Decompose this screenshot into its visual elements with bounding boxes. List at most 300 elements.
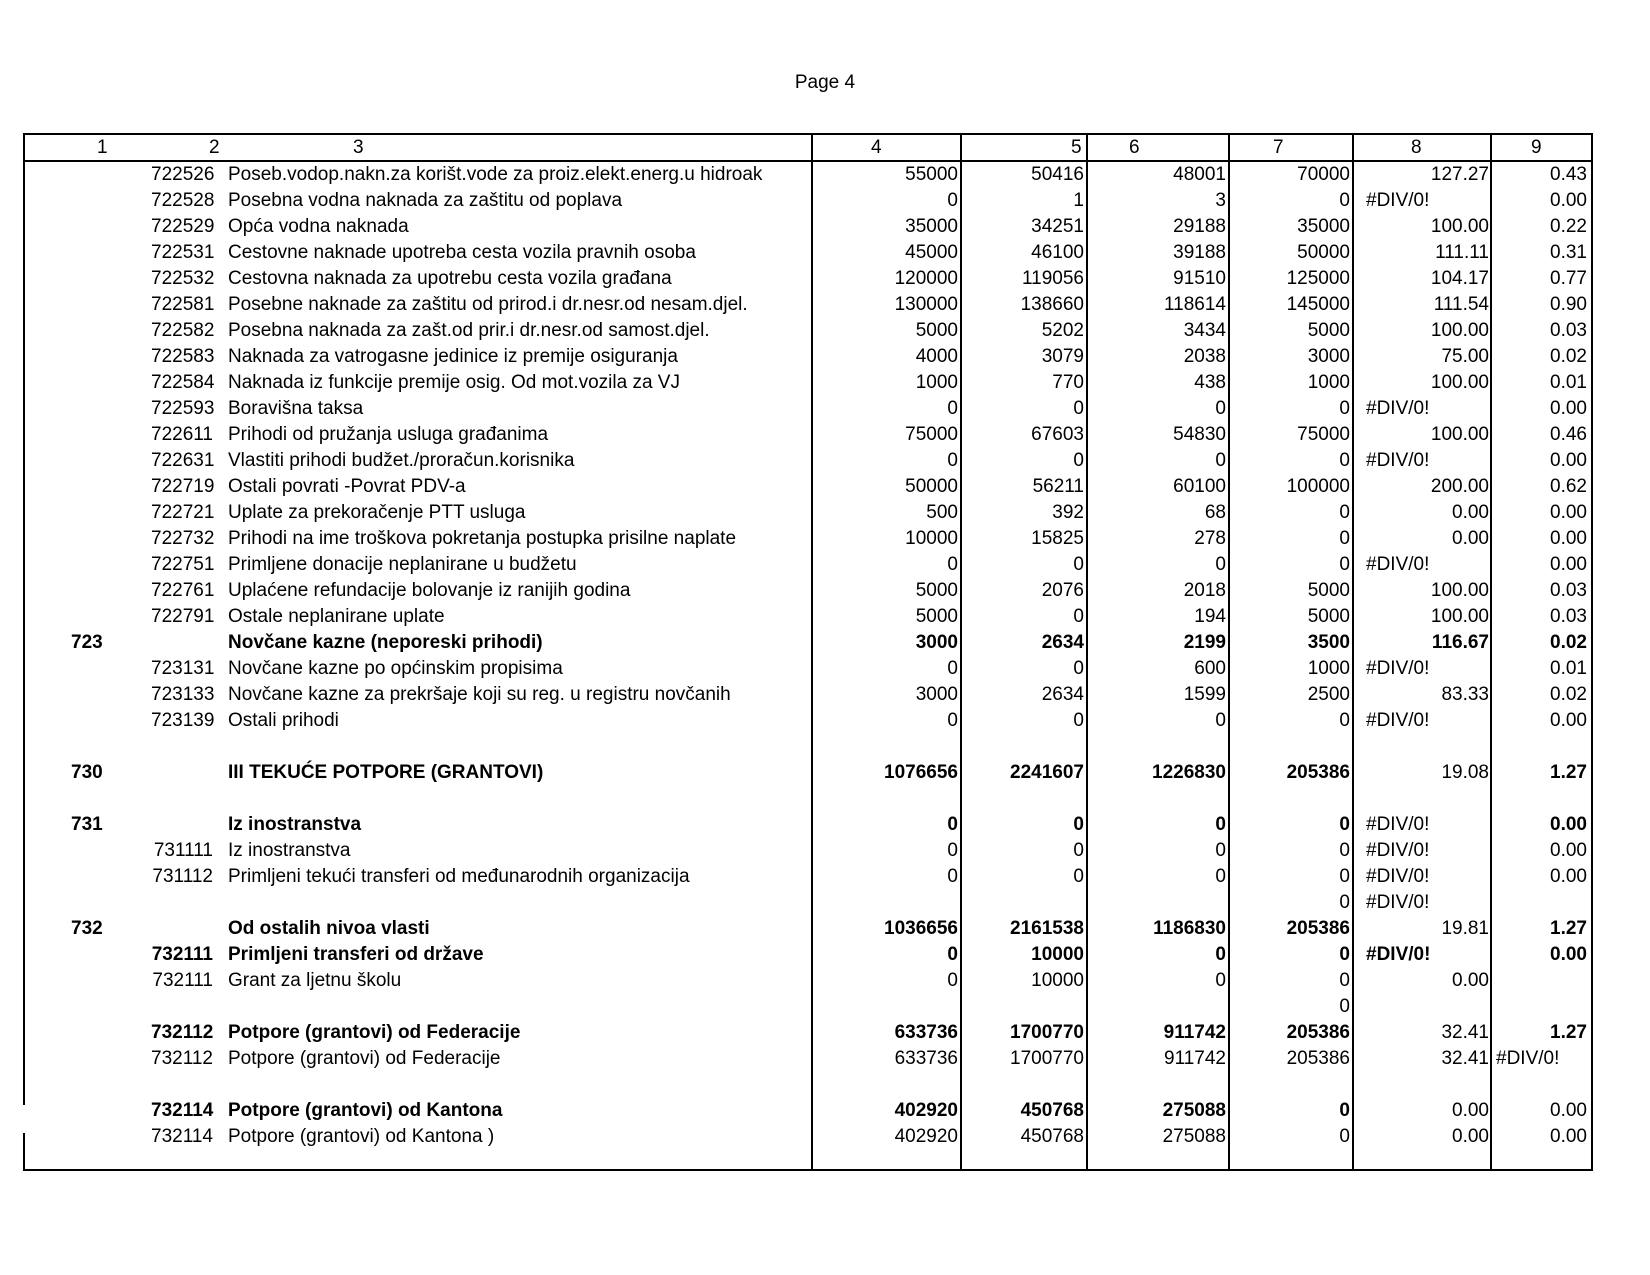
value-col-4: 10000 — [905, 528, 958, 549]
share-col-9: 0.03 — [1550, 320, 1587, 341]
account-code: 722582 — [151, 320, 215, 341]
value-col-5: 46100 — [1031, 242, 1084, 263]
value-col-5: 10000 — [1031, 970, 1084, 991]
account-description: Ostale neplanirane uplate — [228, 606, 445, 627]
index-col-8: 32.41 — [1441, 1022, 1489, 1043]
index-col-8: 111.54 — [1433, 294, 1489, 315]
table-row — [23, 890, 1591, 916]
value-col-5: 0 — [1073, 554, 1084, 575]
table-row — [23, 318, 1591, 344]
account-description: Primljene donacije neplanirane u budžetu — [228, 554, 577, 575]
table-row — [23, 968, 1591, 994]
value-col-4: 3000 — [915, 632, 958, 653]
value-col-6: 0 — [1215, 970, 1226, 991]
table-row — [23, 396, 1591, 422]
table-row — [23, 214, 1591, 240]
table-row — [23, 578, 1591, 604]
value-col-6: 600 — [1194, 658, 1226, 679]
value-col-6: 1186830 — [1153, 918, 1226, 939]
index-col-8: 0.00 — [1452, 970, 1489, 991]
value-col-5: 56211 — [1032, 476, 1084, 497]
account-code: 722532 — [151, 268, 215, 289]
value-col-6: 0 — [1215, 866, 1226, 887]
value-col-6: 0 — [1215, 554, 1226, 575]
account-code: 722531 — [151, 242, 215, 263]
table-row — [23, 1124, 1591, 1150]
account-description: Potpore (grantovi) od Kantona ) — [228, 1126, 495, 1147]
account-code: 722529 — [151, 216, 215, 237]
table-row — [23, 448, 1591, 474]
table-row — [23, 994, 1591, 1020]
account-description: Ostali prihodi — [228, 710, 339, 731]
value-col-4: 5000 — [915, 580, 958, 601]
table-row — [23, 1020, 1591, 1046]
index-col-8: #DIV/0! — [1366, 710, 1430, 731]
value-col-6: 911742 — [1164, 1048, 1226, 1069]
value-col-4: 0 — [947, 970, 958, 991]
value-col-7: 0 — [1339, 450, 1350, 471]
value-col-7: 205386 — [1286, 1022, 1350, 1043]
account-description: Uplaćene refundacije bolovanje iz ranijih godina — [228, 580, 631, 601]
header-col-9: 9 — [1531, 137, 1542, 158]
budget-table — [23, 133, 1593, 1171]
table-row — [23, 370, 1591, 396]
account-code: 722611 — [151, 424, 213, 445]
value-col-7: 0 — [1339, 710, 1350, 731]
share-col-9: 0.01 — [1550, 372, 1587, 393]
value-col-6: 0 — [1215, 944, 1226, 965]
value-col-7: 0 — [1339, 1100, 1350, 1121]
value-col-4: 0 — [947, 658, 958, 679]
account-description: Naknada iz funkcije premije osig. Od mot.vozila za VJ — [228, 372, 680, 393]
share-col-9: 1.27 — [1550, 762, 1587, 783]
table-row — [23, 422, 1591, 448]
value-col-4: 1000 — [915, 372, 958, 393]
account-code: 731112 — [152, 866, 213, 887]
table-row — [23, 552, 1591, 578]
header-col-3: 3 — [353, 137, 364, 158]
value-col-5: 0 — [1073, 710, 1084, 731]
table-row — [23, 1046, 1591, 1072]
share-col-9: 0.31 — [1550, 242, 1587, 263]
index-col-8: #DIV/0! — [1366, 892, 1430, 913]
index-col-8: 127.27 — [1430, 164, 1489, 185]
value-col-7: 205386 — [1286, 762, 1350, 783]
share-col-9: 0.00 — [1550, 528, 1587, 549]
table-row — [23, 656, 1591, 682]
table-row — [23, 838, 1591, 864]
value-col-7: 3500 — [1307, 632, 1350, 653]
account-code: 722732 — [151, 528, 215, 549]
value-col-5: 450768 — [1020, 1100, 1084, 1121]
value-col-6: 275088 — [1162, 1100, 1226, 1121]
share-col-9: 0.00 — [1550, 840, 1587, 861]
account-description: Posebna vodna naknada za zaštitu od poplava — [228, 190, 623, 211]
account-code: 722751 — [151, 554, 215, 575]
value-col-5: 0 — [1073, 814, 1084, 835]
share-col-9: 0.00 — [1550, 554, 1587, 575]
account-description: Novčane kazne (neporeski prihodi) — [228, 632, 543, 653]
table-row — [23, 344, 1591, 370]
value-col-5: 1700770 — [1010, 1048, 1084, 1069]
index-col-8: 0.00 — [1452, 528, 1489, 549]
index-col-8: 19.08 — [1441, 762, 1489, 783]
value-col-4: 0 — [947, 840, 958, 861]
value-col-6: 118614 — [1164, 294, 1226, 315]
value-col-6: 194 — [1194, 606, 1226, 627]
value-col-7: 70000 — [1297, 164, 1350, 185]
header-col-4: 4 — [871, 137, 882, 158]
value-col-6: 278 — [1194, 528, 1226, 549]
value-col-6: 60100 — [1173, 476, 1226, 497]
share-col-9: 0.00 — [1550, 1100, 1587, 1121]
value-col-5: 2241607 — [1010, 762, 1084, 783]
account-description: Potpore (grantovi) od Federacije — [228, 1022, 521, 1043]
account-code: 732114 — [151, 1126, 213, 1147]
value-col-7: 5000 — [1307, 320, 1350, 341]
value-col-6: 0 — [1215, 710, 1226, 731]
value-col-4: 3000 — [915, 684, 958, 705]
value-col-6: 0 — [1215, 450, 1226, 471]
account-description: Poseb.vodop.nakn.za korišt.vode za proiz.elekt.energ.u hidroak — [228, 164, 763, 185]
header-col-8: 8 — [1411, 137, 1422, 158]
value-col-4: 0 — [947, 554, 958, 575]
value-col-7: 205386 — [1286, 918, 1350, 939]
value-col-6: 438 — [1194, 372, 1226, 393]
share-col-9: 0.00 — [1550, 944, 1587, 965]
value-col-4: 0 — [947, 710, 958, 731]
value-col-6: 0 — [1215, 398, 1226, 419]
account-class: 723 — [71, 632, 103, 653]
table-row — [23, 630, 1591, 656]
value-col-5: 1700770 — [1010, 1022, 1084, 1043]
value-col-4: 55000 — [905, 164, 958, 185]
value-col-7: 0 — [1339, 944, 1350, 965]
share-col-9: 1.27 — [1550, 1022, 1587, 1043]
value-col-6: 2199 — [1183, 632, 1226, 653]
table-row — [23, 188, 1591, 214]
account-code: 723131 — [151, 658, 215, 679]
account-description: Iz inostranstva — [228, 840, 351, 861]
share-col-9: 0.90 — [1550, 294, 1587, 315]
account-code: 732112 — [151, 1048, 213, 1069]
table-row — [23, 604, 1591, 630]
index-col-8: 0.00 — [1452, 1100, 1489, 1121]
share-col-9: 0.46 — [1550, 424, 1587, 445]
account-description: Boravišna taksa — [228, 398, 364, 419]
table-row — [23, 942, 1591, 968]
index-col-8: 116.67 — [1431, 632, 1489, 653]
value-col-5: 0 — [1073, 450, 1084, 471]
value-col-4: 402920 — [894, 1126, 958, 1147]
header-col-2: 2 — [209, 137, 220, 158]
value-col-5: 34251 — [1031, 216, 1084, 237]
value-col-5: 5202 — [1041, 320, 1084, 341]
value-col-6: 0 — [1215, 840, 1226, 861]
value-col-7: 0 — [1339, 554, 1350, 575]
account-code: 722719 — [151, 476, 215, 497]
account-description: Vlastiti prihodi budžet./proračun.korisnika — [228, 450, 575, 471]
value-col-6: 29188 — [1173, 216, 1226, 237]
header-col-1: 1 — [97, 137, 108, 158]
value-col-5: 770 — [1052, 372, 1084, 393]
share-col-9: 0.00 — [1550, 398, 1587, 419]
account-code: 722581 — [151, 294, 215, 315]
value-col-6: 2038 — [1183, 346, 1226, 367]
account-description: Cestovne naknade upotreba cesta vozila pravnih osoba — [228, 242, 696, 263]
value-col-7: 0 — [1339, 1126, 1350, 1147]
value-col-7: 0 — [1339, 502, 1350, 523]
value-col-5: 2634 — [1041, 684, 1084, 705]
account-code: 723133 — [151, 684, 215, 705]
index-col-8: 75.00 — [1441, 346, 1489, 367]
share-col-9: 1.27 — [1550, 918, 1587, 939]
value-col-7: 35000 — [1297, 216, 1350, 237]
value-col-7: 5000 — [1307, 580, 1350, 601]
value-col-4: 0 — [947, 866, 958, 887]
index-col-8: #DIV/0! — [1366, 450, 1430, 471]
value-col-7: 1000 — [1307, 658, 1350, 679]
value-col-7: 3000 — [1307, 346, 1350, 367]
account-description: Opća vodna naknada — [228, 216, 409, 237]
table-row — [23, 162, 1591, 188]
value-col-7: 0 — [1339, 866, 1350, 887]
value-col-7: 0 — [1339, 996, 1350, 1017]
value-col-7: 145000 — [1286, 294, 1350, 315]
share-col-9: 0.22 — [1550, 216, 1587, 237]
value-col-4: 5000 — [915, 320, 958, 341]
value-col-5: 0 — [1073, 398, 1084, 419]
share-col-9: 0.00 — [1550, 866, 1587, 887]
value-col-5: 67603 — [1031, 424, 1084, 445]
index-col-8: #DIV/0! — [1366, 944, 1431, 965]
value-col-6: 3434 — [1183, 320, 1226, 341]
value-col-7: 50000 — [1297, 242, 1350, 263]
value-col-7: 0 — [1339, 970, 1350, 991]
index-col-8: #DIV/0! — [1366, 840, 1430, 861]
table-row — [23, 760, 1591, 786]
share-col-9: 0.02 — [1550, 684, 1587, 705]
account-code: 722593 — [151, 398, 215, 419]
value-col-7: 125000 — [1286, 268, 1350, 289]
value-col-4: 45000 — [905, 242, 958, 263]
value-col-7: 0 — [1339, 892, 1350, 913]
index-col-8: 104.17 — [1430, 268, 1489, 289]
value-col-5: 0 — [1073, 866, 1084, 887]
value-col-4: 130000 — [894, 294, 958, 315]
value-col-4: 50000 — [905, 476, 958, 497]
account-description: Primljeni transferi od države — [228, 944, 484, 965]
value-col-4: 5000 — [915, 606, 958, 627]
account-code: 722721 — [151, 502, 215, 523]
value-col-4: 0 — [947, 944, 958, 965]
value-col-7: 0 — [1339, 840, 1350, 861]
account-class: 730 — [71, 762, 103, 783]
value-col-6: 3 — [1215, 190, 1226, 211]
index-col-8: 19.81 — [1441, 918, 1489, 939]
value-col-4: 120000 — [894, 268, 958, 289]
index-col-8: 100.00 — [1430, 372, 1489, 393]
value-col-5: 2161538 — [1010, 918, 1084, 939]
table-row — [23, 474, 1591, 500]
share-col-9: 0.02 — [1550, 632, 1587, 653]
table-row — [23, 812, 1591, 838]
account-description: Novčane kazne za prekršaje koji su reg. u registru novčanih — [228, 684, 731, 705]
value-col-6: 91510 — [1173, 268, 1226, 289]
account-description: Uplate za prekoračenje PTT usluga — [228, 502, 526, 523]
value-col-6: 54830 — [1173, 424, 1226, 445]
value-col-7: 0 — [1339, 190, 1350, 211]
account-code: 722528 — [151, 190, 215, 211]
account-description: Cestovna naknada za upotrebu cesta vozila građana — [228, 268, 672, 289]
value-col-5: 119056 — [1022, 268, 1084, 289]
account-description: Od ostalih nivoa vlasti — [228, 918, 430, 939]
value-col-4: 0 — [947, 398, 958, 419]
value-col-4: 0 — [947, 814, 958, 835]
value-col-5: 392 — [1052, 502, 1084, 523]
value-col-5: 0 — [1073, 606, 1084, 627]
account-description: Ostali povrati -Povrat PDV-a — [228, 476, 466, 497]
value-col-4: 500 — [926, 502, 958, 523]
account-code: 731111 — [153, 840, 213, 861]
index-col-8: 100.00 — [1430, 320, 1489, 341]
value-col-6: 1226830 — [1152, 762, 1226, 783]
value-col-5: 138660 — [1020, 294, 1084, 315]
page-title: Page 4 — [794, 72, 856, 93]
value-col-5: 3079 — [1041, 346, 1084, 367]
table-row — [23, 266, 1591, 292]
account-code: 732114 — [151, 1100, 214, 1121]
value-col-7: 2500 — [1307, 684, 1350, 705]
value-col-4: 75000 — [905, 424, 958, 445]
account-description: Naknada za vatrogasne jedinice iz premije osiguranja — [228, 346, 678, 367]
account-class: 732 — [71, 918, 103, 939]
account-description: Primljeni tekući transferi od međunarodnih organizacija — [228, 866, 690, 887]
value-col-5: 15825 — [1031, 528, 1084, 549]
account-code: 732112 — [151, 1022, 214, 1043]
index-col-8: 0.00 — [1452, 502, 1489, 523]
account-description: Iz inostranstva — [228, 814, 362, 835]
account-code: 732111 — [152, 970, 213, 991]
value-col-4: 4000 — [915, 346, 958, 367]
value-col-4: 1076656 — [884, 762, 958, 783]
header-col-5: 5 — [1071, 137, 1082, 158]
index-col-8: 83.33 — [1441, 684, 1489, 705]
value-col-4: 0 — [947, 190, 958, 211]
share-col-9: 0.00 — [1550, 710, 1587, 731]
share-col-9: 0.03 — [1550, 606, 1587, 627]
value-col-6: 68 — [1204, 502, 1226, 523]
value-col-4: 35000 — [905, 216, 958, 237]
value-col-4: 402920 — [894, 1100, 958, 1121]
share-col-9: 0.62 — [1550, 476, 1587, 497]
value-col-7: 0 — [1339, 814, 1350, 835]
share-col-9: 0.02 — [1550, 346, 1587, 367]
value-col-4: 0 — [947, 450, 958, 471]
account-code: 722631 — [151, 450, 215, 471]
value-col-6: 48001 — [1173, 164, 1226, 185]
value-col-7: 5000 — [1307, 606, 1350, 627]
value-col-4: 633736 — [894, 1022, 958, 1043]
share-col-9: #DIV/0! — [1496, 1048, 1560, 1069]
account-description: Grant za ljetnu školu — [228, 970, 402, 991]
share-col-9: 0.00 — [1550, 1126, 1587, 1147]
value-col-6: 0 — [1215, 814, 1226, 835]
value-col-7: 0 — [1339, 528, 1350, 549]
account-code: 722791 — [151, 606, 215, 627]
value-col-6: 39188 — [1173, 242, 1226, 263]
header-col-7: 7 — [1273, 137, 1284, 158]
value-col-6: 1599 — [1183, 684, 1226, 705]
account-code: 722526 — [151, 164, 215, 185]
table-row — [23, 682, 1591, 708]
value-col-7: 0 — [1339, 398, 1350, 419]
value-col-6: 911742 — [1163, 1022, 1226, 1043]
account-description: Posebne naknade za zaštitu od prirod.i dr.nesr.od nesam.djel. — [228, 294, 748, 315]
value-col-5: 2076 — [1041, 580, 1084, 601]
value-col-5: 0 — [1073, 658, 1084, 679]
table-row — [23, 708, 1591, 734]
header-col-6: 6 — [1129, 137, 1140, 158]
account-description: Potpore (grantovi) od Kantona — [228, 1100, 503, 1121]
account-class: 731 — [71, 814, 103, 835]
index-col-8: 100.00 — [1430, 216, 1489, 237]
value-col-7: 100000 — [1286, 476, 1350, 497]
value-col-5: 0 — [1073, 840, 1084, 861]
value-col-4: 633736 — [894, 1048, 958, 1069]
index-col-8: 32.41 — [1441, 1048, 1489, 1069]
table-header — [23, 135, 1591, 162]
share-col-9: 0.00 — [1550, 814, 1587, 835]
value-col-6: 2018 — [1183, 580, 1226, 601]
table-row — [23, 500, 1591, 526]
share-col-9: 0.03 — [1550, 580, 1587, 601]
account-description: Posebna naknada za zašt.od prir.i dr.nesr.od samost.djel. — [228, 320, 710, 341]
value-col-7: 205386 — [1286, 1048, 1350, 1069]
value-col-4: 1036656 — [884, 918, 958, 939]
index-col-8: 100.00 — [1430, 606, 1489, 627]
index-col-8: 100.00 — [1430, 580, 1489, 601]
value-col-7: 75000 — [1297, 424, 1350, 445]
table-row — [23, 526, 1591, 552]
account-code: 723139 — [151, 710, 215, 731]
index-col-8: #DIV/0! — [1366, 190, 1430, 211]
index-col-8: 111.11 — [1435, 242, 1489, 263]
value-col-5: 2634 — [1041, 632, 1084, 653]
value-col-7: 1000 — [1307, 372, 1350, 393]
value-col-5: 450768 — [1020, 1126, 1084, 1147]
index-col-8: #DIV/0! — [1366, 658, 1430, 679]
account-description: Prihodi na ime troškova pokretanja postupka prisilne naplate — [228, 528, 737, 549]
index-col-8: #DIV/0! — [1366, 866, 1430, 887]
share-col-9: 0.00 — [1550, 190, 1587, 211]
account-description: Prihodi od pružanja usluga građanima — [228, 424, 549, 445]
index-col-8: #DIV/0! — [1366, 398, 1430, 419]
index-col-8: #DIV/0! — [1366, 814, 1430, 835]
account-code: 722583 — [151, 346, 215, 367]
index-col-8: 0.00 — [1452, 1126, 1489, 1147]
account-code: 722761 — [151, 580, 215, 601]
table-row — [23, 916, 1591, 942]
share-col-9: 0.77 — [1550, 268, 1587, 289]
table-row — [23, 864, 1591, 890]
share-col-9: 0.00 — [1550, 450, 1587, 471]
account-code: 722584 — [151, 372, 215, 393]
index-col-8: 200.00 — [1430, 476, 1489, 497]
account-description: Novčane kazne po općinskim propisima — [228, 658, 563, 679]
share-col-9: 0.43 — [1550, 164, 1587, 185]
account-description: Potpore (grantovi) od Federacije — [228, 1048, 501, 1069]
